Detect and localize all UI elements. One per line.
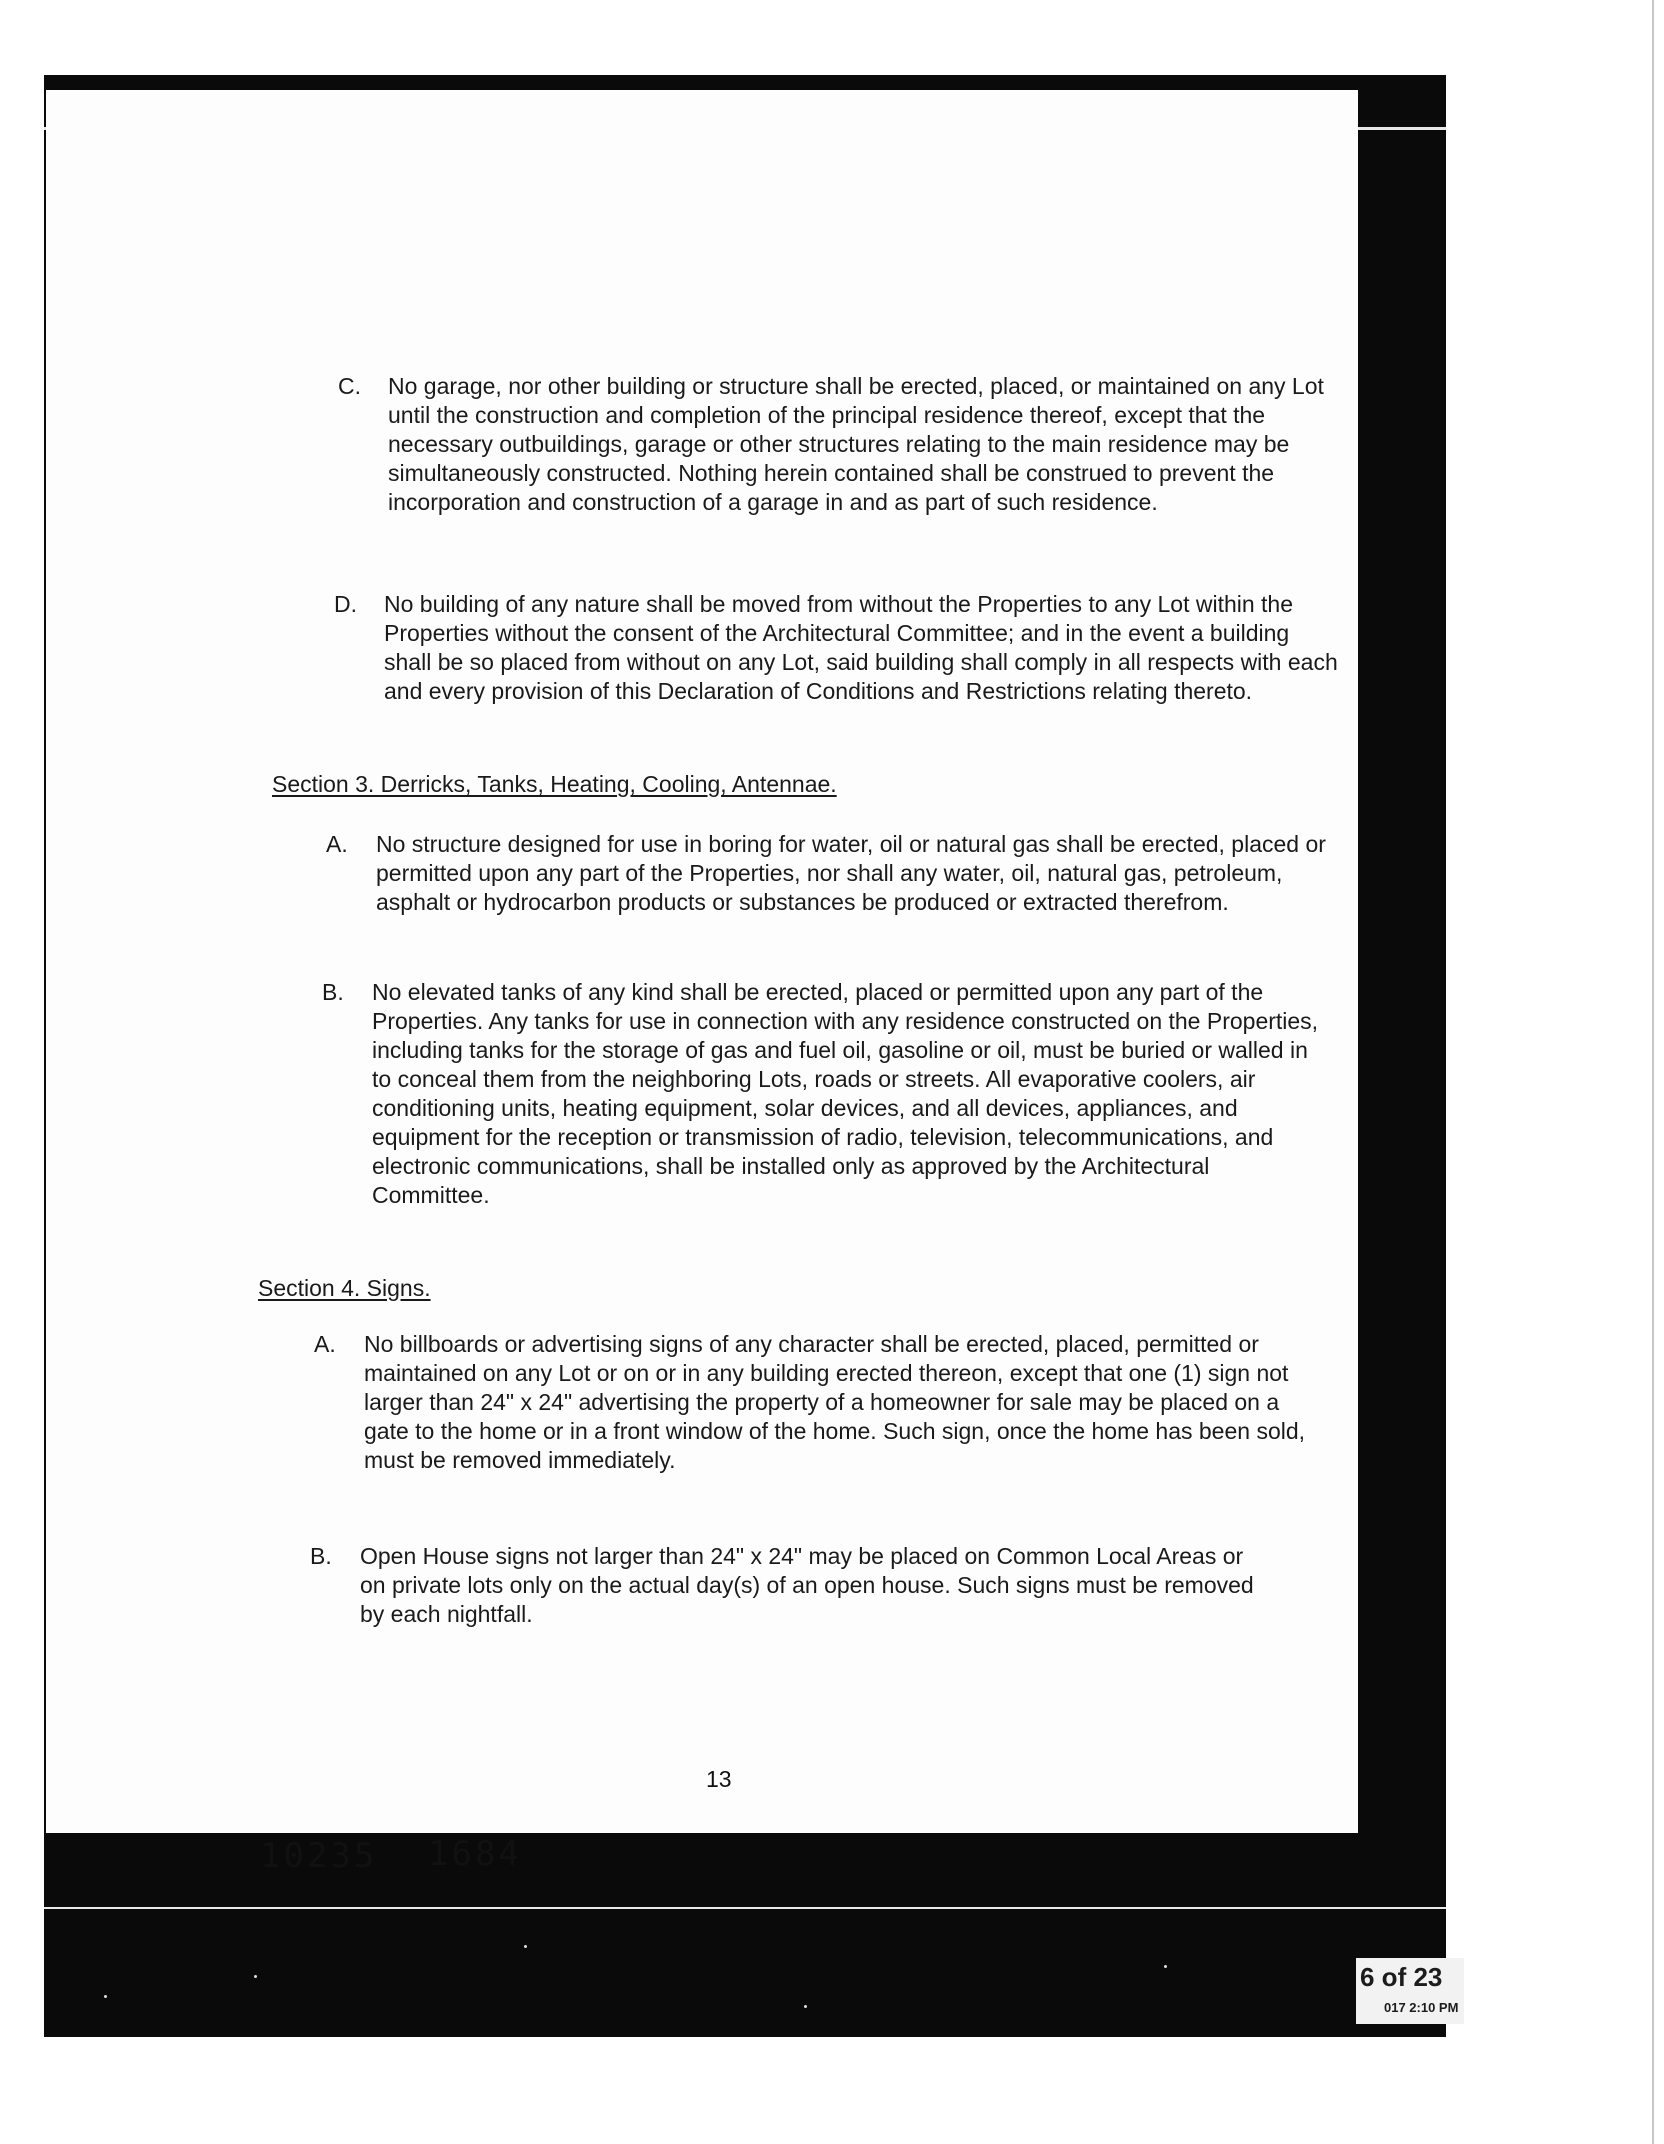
section-3-heading: Section 3. Derricks, Tanks, Heating, Cooling, Antennae.	[272, 771, 837, 797]
section-4-item-a	[314, 1330, 1318, 1475]
page-number: 13	[706, 1766, 732, 1792]
page-stamp: 1684	[428, 1834, 522, 1874]
scan-speck	[804, 2005, 807, 2008]
item-text: No building of any nature shall be moved from without the Properties to any Lot within the Properties without the consent of the Architectural Committee; and in the event a building shall be so placed from without on any Lot, said building shall comply in all respects with each and every provision of this Declaration of Conditions and Restrictions relating thereto.	[384, 591, 1338, 704]
item-letter: A.	[326, 831, 348, 857]
scan-speck	[524, 1945, 527, 1948]
scan-speck	[104, 1995, 107, 1998]
item-letter: A.	[314, 1331, 336, 1357]
item-letter: C.	[338, 373, 361, 399]
section-3-item-b	[322, 978, 1326, 1210]
item-letter: B.	[310, 1543, 332, 1569]
section-4-heading: Section 4. Signs.	[258, 1275, 431, 1301]
scan-speck	[254, 1975, 257, 1978]
scan-speck	[1164, 1965, 1167, 1968]
section-2-item-c	[338, 372, 1338, 517]
item-text: No billboards or advertising signs of any character shall be erected, placed, permitted or maintained on any Lot or on or in any building erected thereon, except that one (1) sign not larger than 24" x 24" advertising the property of a homeowner for sale may be placed on a gate to the home or in a front window of the home. Such sign, once the home has been sold, must be removed immediately.	[364, 1331, 1306, 1473]
item-text: No garage, nor other building or structure shall be erected, placed, or maintained on any Lot until the construction and completion of the principal residence thereof, except that the necessary outbuildings, garage or other structures relating to the main residence may be simultaneously constructed. Nothing herein contained shall be construed to prevent the incorporation and construction of a garage in and as part of such residence.	[388, 373, 1324, 515]
item-text: No structure designed for use in boring for water, oil or natural gas shall be erected, placed or permitted upon any part of the Properties, nor shall any water, oil, natural gas, petroleum, asphalt or hydrocarbon products or substances be produced or extracted therefrom.	[376, 831, 1326, 915]
section-3-item-a	[326, 830, 1330, 917]
footer-timestamp: 017 2:10 PM	[1384, 2000, 1459, 2015]
book-stamp: 10235	[260, 1836, 378, 1876]
section-4-item-b	[310, 1542, 1274, 1629]
item-letter: D.	[334, 591, 357, 617]
scan-right-edge	[1652, 0, 1654, 2144]
document-page	[46, 90, 1358, 1876]
item-letter: B.	[322, 979, 344, 1005]
section-2-item-d	[334, 590, 1338, 706]
footer-page-count: 6 of 23	[1360, 1962, 1443, 1992]
scan-rule-bottom	[44, 1907, 1446, 1909]
item-text: No elevated tanks of any kind shall be erected, placed or permitted upon any part of the Properties. Any tanks for use in connection with any residence constructed on the Properties, including tanks for the storage of gas and fuel oil, gasoline or oil, must be buried or walled in to conceal them from the neighboring Lots, roads or streets. All evaporative coolers, air conditioning units, heating equipment, solar devices, and all devices, appliances, and equipment for the reception or transmission of radio, television, telecommunications, and electronic communications, shall be installed only as approved by the Architectural Committee.	[372, 979, 1319, 1208]
item-text: Open House signs not larger than 24" x 24" may be placed on Common Local Areas or on private lots only on the actual day(s) of an open house. Such signs must be removed by each nightfall.	[360, 1543, 1254, 1627]
